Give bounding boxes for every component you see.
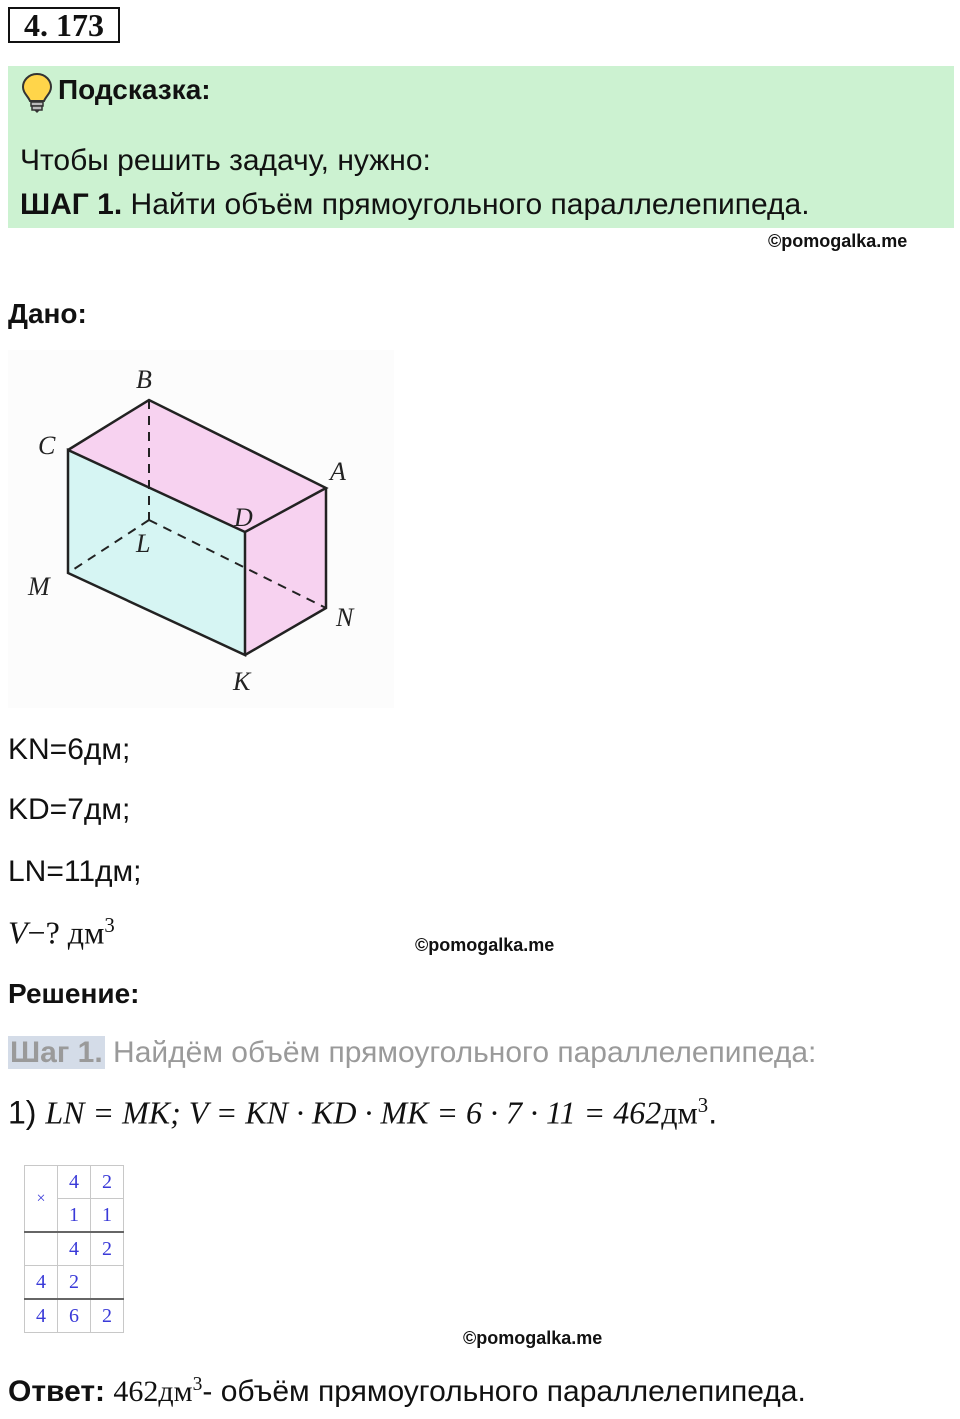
calc-cell: 4 (58, 1232, 91, 1266)
solution-line-prefix: 1) (8, 1094, 46, 1131)
vertex-label-k: K (233, 667, 251, 696)
hint-step-text: Найти объём прямоугольного параллелепипеда. (130, 188, 810, 221)
hint-step (20, 188, 810, 222)
given-kd: KD=7дм; (8, 793, 131, 826)
answer-text: - объём прямоугольного параллелепипеда. (202, 1375, 806, 1408)
column-multiplication (24, 1165, 124, 1333)
vertex-label-d: D (234, 503, 253, 532)
watermark: ©pomogalka.me (415, 935, 555, 955)
calc-cell: 2 (91, 1232, 124, 1266)
solution-step (8, 1036, 816, 1070)
unknown-exp: 3 (104, 914, 115, 937)
hint-step-label: ШАГ 1. (20, 188, 123, 221)
given-heading: Дано: (8, 298, 87, 329)
watermark: ©pomogalka.me (463, 1328, 603, 1348)
solution-unit: дм (661, 1094, 698, 1131)
unknown-var: V (8, 914, 28, 951)
calc-cell: 2 (91, 1299, 124, 1333)
calc-cell (91, 1266, 124, 1300)
calc-cell: 1 (91, 1199, 124, 1233)
hint-intro: Чтобы решить задачу, нужно: (20, 144, 431, 177)
calc-cell: 4 (25, 1299, 58, 1333)
calc-cell: 2 (58, 1266, 91, 1300)
given-kn: KN=6дм; (8, 733, 131, 766)
answer-line (8, 1374, 806, 1409)
answer-value: 462 (113, 1375, 159, 1408)
vertex-label-l: L (136, 529, 151, 558)
watermark: ©pomogalka.me (768, 231, 908, 251)
solution-heading: Решение: (8, 978, 140, 1009)
parallelepiped-figure (8, 350, 394, 708)
hint-title: Подсказка: (58, 74, 211, 105)
vertex-label-b: B (136, 365, 152, 394)
answer-unit: дм (158, 1375, 193, 1408)
solution-step-text: Найдём объём прямоугольного параллелепипеда: (113, 1036, 817, 1069)
calc-cell: 2 (91, 1166, 124, 1199)
vertex-label-n: N (336, 603, 354, 632)
solution-end: . (708, 1094, 718, 1131)
answer-exp: 3 (192, 1374, 203, 1395)
calc-cell: 4 (25, 1266, 58, 1300)
task-number: 4. 173 (8, 7, 120, 43)
vertex-label-a: A (330, 457, 346, 486)
calc-cell: × (25, 1166, 58, 1233)
solution-exp: 3 (697, 1094, 709, 1117)
calc-cell: 6 (58, 1299, 91, 1333)
unknown-rest: −? дм (27, 914, 105, 951)
lightbulb-icon (20, 72, 54, 114)
calc-cell: 1 (58, 1199, 91, 1233)
answer-label: Ответ: (8, 1375, 106, 1408)
vertex-label-c: C (38, 431, 56, 460)
solution-step-label: Шаг 1. (10, 1036, 103, 1069)
given-unknown (8, 914, 115, 952)
solution-line-1 (8, 1094, 717, 1132)
calc-cell (25, 1232, 58, 1266)
solution-formula: LN = MK; V = KN · KD · MK = 6 · 7 · 11 = 462 (45, 1094, 662, 1131)
given-ln: LN=11дм; (8, 855, 142, 888)
vertex-label-m: M (28, 572, 50, 601)
calc-cell: 4 (58, 1166, 91, 1199)
